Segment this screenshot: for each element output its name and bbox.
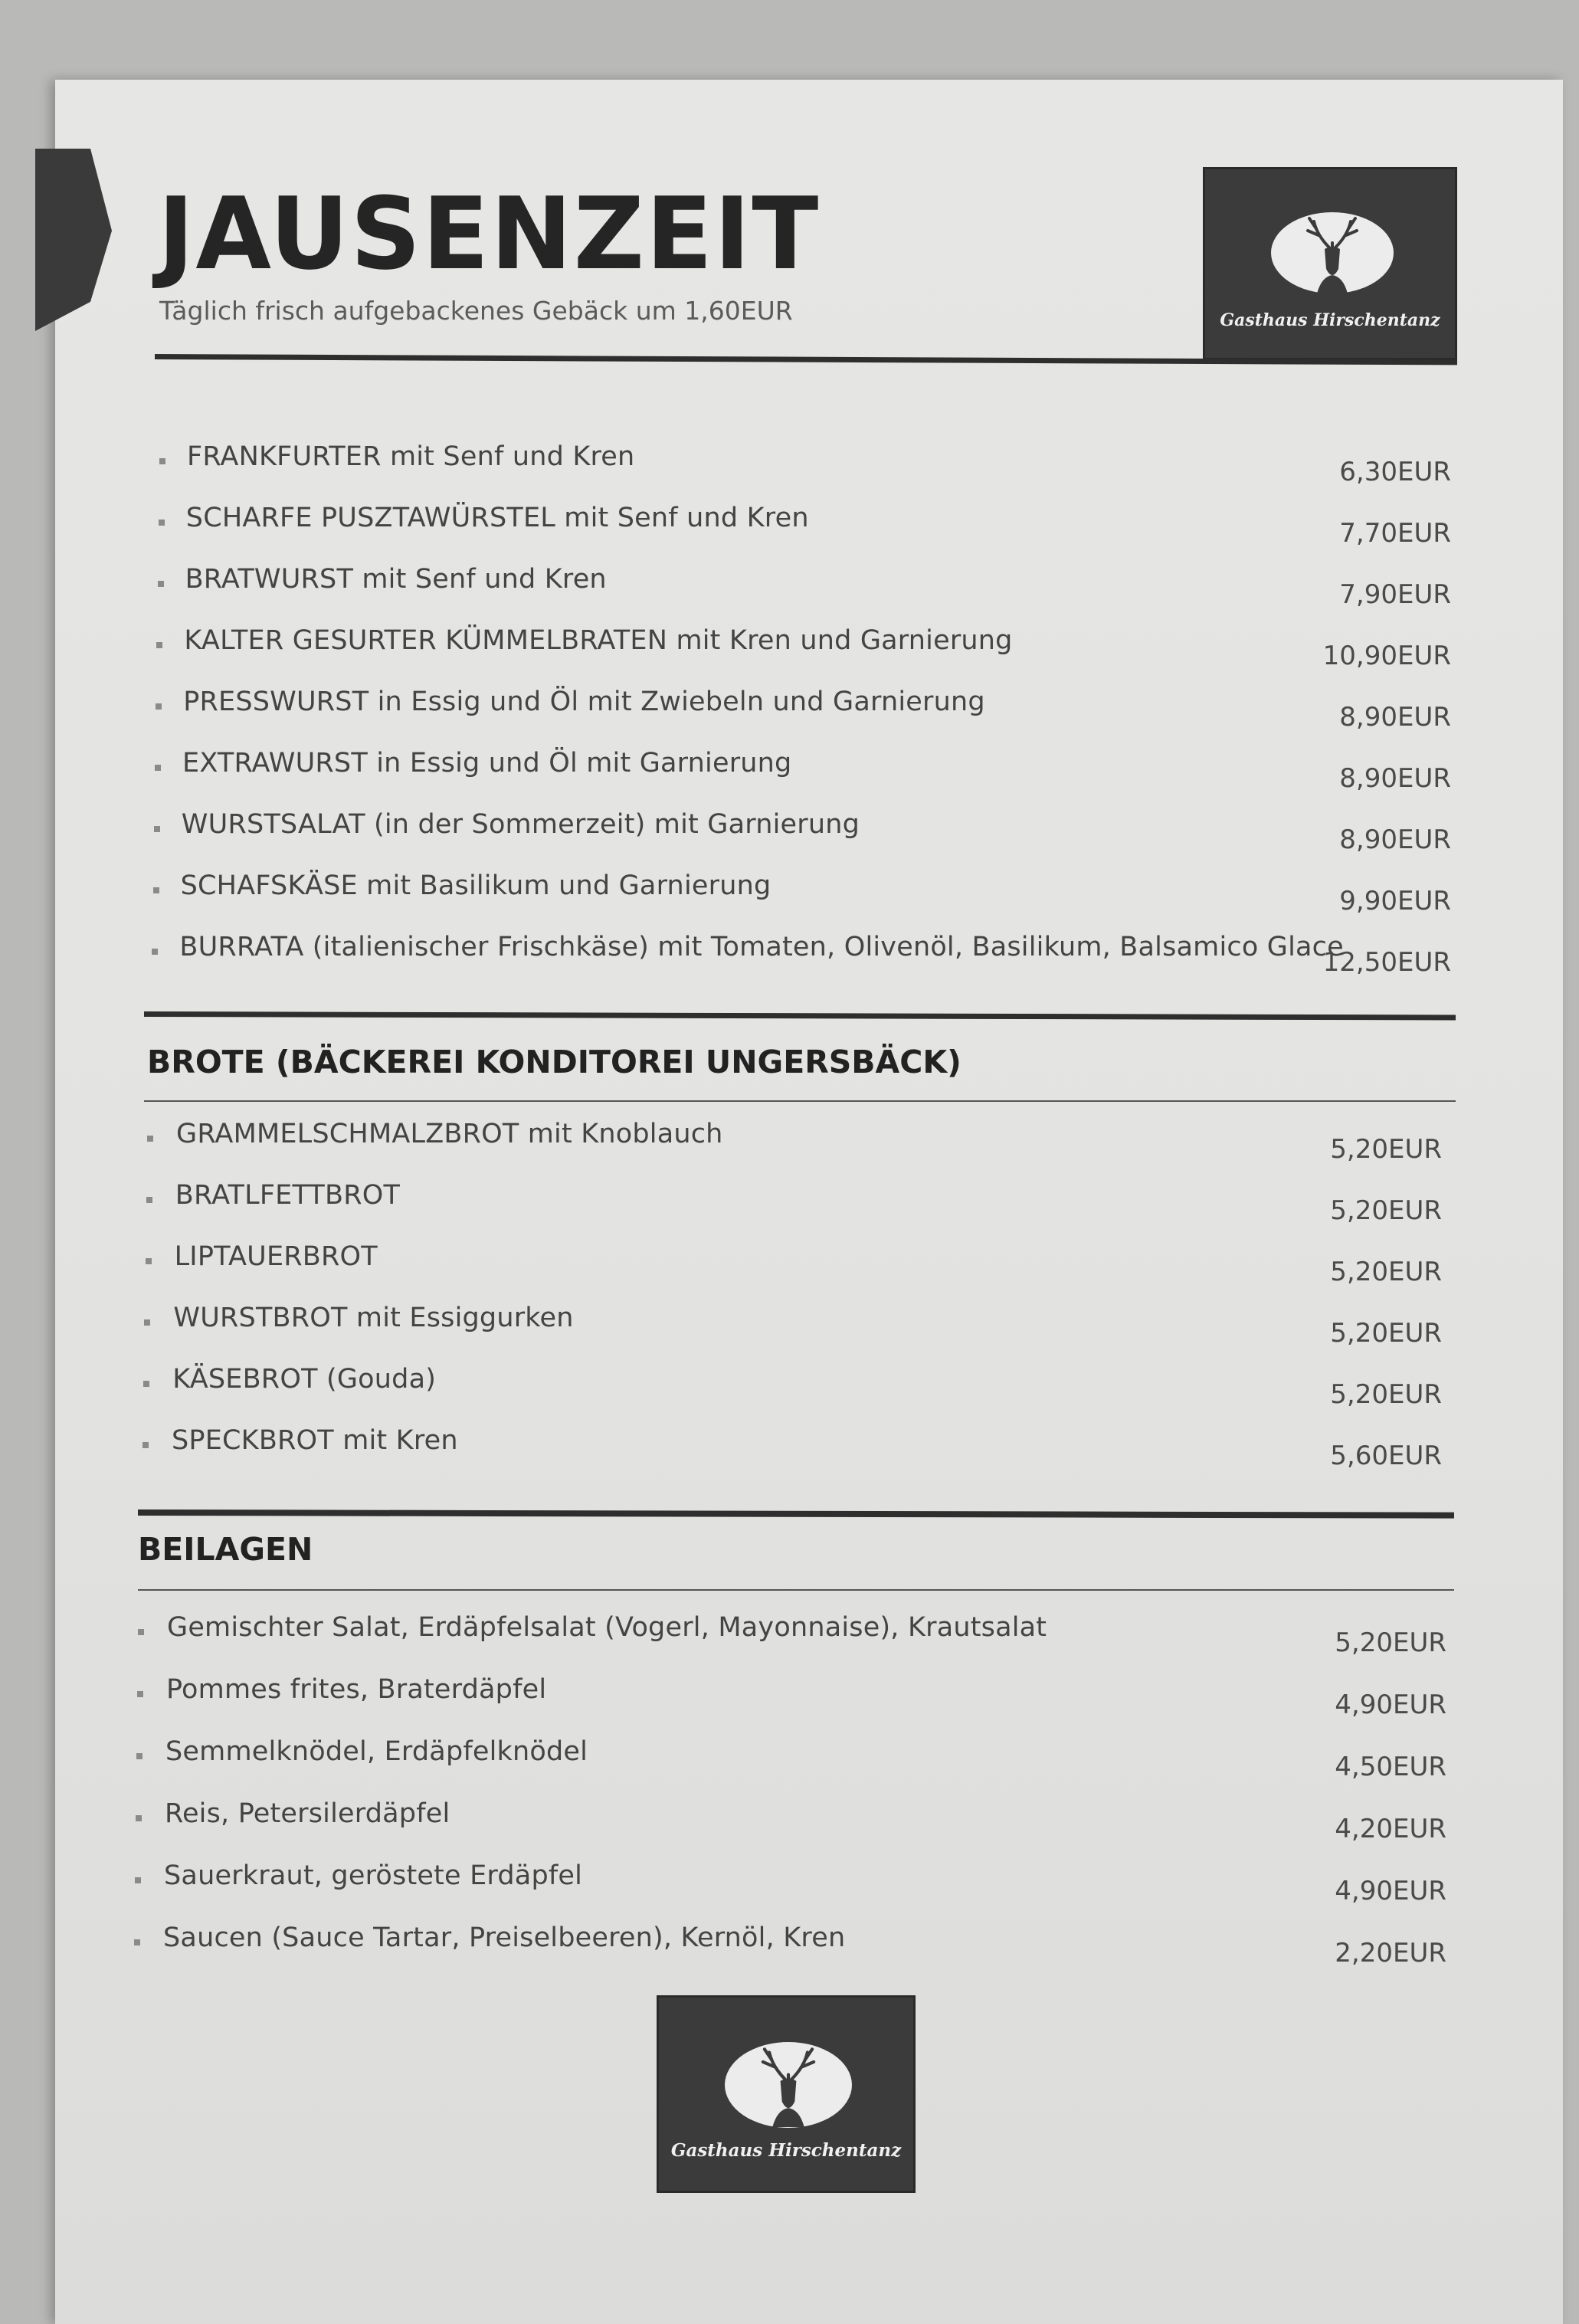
menu-item-name: WURSTSALAT (in der Sommerzeit) mit Garnierung	[181, 809, 860, 840]
page-title: JAUSENZEIT	[158, 175, 821, 292]
menu-item-name: BRATWURST mit Senf und Kren	[185, 564, 607, 595]
menu-item-price: 8,90EUR	[1339, 824, 1451, 855]
bullet-icon	[154, 826, 160, 832]
bullet-icon	[159, 458, 165, 464]
menu-item	[0, 1612, 1579, 1658]
menu-item-name: BRATLFETTBROT	[175, 1180, 401, 1211]
bullet-icon	[138, 1629, 144, 1635]
menu-item-price: 12,50EUR	[1322, 947, 1451, 978]
menu-item-name: Gemischter Salat, Erdäpfelsalat (Vogerl, Mayonnaise), Krautsalat	[167, 1612, 1047, 1643]
menu-item-name: Sauerkraut, geröstete Erdäpfel	[164, 1860, 583, 1891]
bullet-icon	[153, 887, 159, 893]
menu-item	[0, 1798, 1579, 1844]
menu-item-name: SCHARFE PUSZTAWÜRSTEL mit Senf und Kren	[185, 503, 809, 533]
menu-item-price: 5,20EUR	[1330, 1195, 1442, 1226]
bullet-icon	[159, 520, 165, 526]
menu-item	[0, 870, 1579, 916]
menu-item-name: LIPTAUERBROT	[174, 1241, 378, 1272]
menu-item	[0, 441, 1579, 487]
menu-item-price: 10,90EUR	[1322, 641, 1451, 671]
menu-item-price: 8,90EUR	[1339, 702, 1451, 733]
bullet-icon	[158, 581, 164, 587]
bullet-icon	[155, 765, 161, 771]
menu-item	[0, 1674, 1579, 1720]
menu-item-name: Saucen (Sauce Tartar, Preiselbeeren), Kernöl, Kren	[163, 1922, 846, 1953]
menu-item	[0, 564, 1579, 610]
logo-badge	[1271, 212, 1394, 293]
menu-item-name: KALTER GESURTER KÜMMELBRATEN mit Kren und Garnierung	[184, 625, 1013, 656]
menu-item-price: 9,90EUR	[1339, 886, 1451, 916]
bullet-icon	[134, 1939, 140, 1945]
menu-item	[0, 1303, 1579, 1349]
section-title-brote: BROTE (BÄCKEREI KONDITOREI UNGERSBÄCK)	[147, 1044, 961, 1080]
bullet-icon	[144, 1319, 150, 1326]
menu-item-name: BURRATA (italienischer Frischkäse) mit Tomaten, Olivenöl, Basilikum, Balsamico Glace	[179, 932, 1344, 962]
menu-item	[0, 1425, 1579, 1471]
page-subtitle: Täglich frisch aufgebackenes Gebäck um 1,60EUR	[159, 296, 793, 326]
bullet-icon	[136, 1815, 142, 1821]
bullet-icon	[137, 1691, 143, 1697]
menu-item	[0, 1364, 1579, 1410]
bullet-icon	[146, 1258, 152, 1264]
logo-badge	[725, 2042, 852, 2128]
bullet-icon	[146, 1197, 152, 1203]
bullet-icon	[136, 1753, 143, 1759]
menu-item-name: KÄSEBROT (Gouda)	[172, 1364, 437, 1395]
bullet-icon	[143, 1381, 149, 1387]
logo-top	[1203, 167, 1457, 360]
menu-item	[0, 1922, 1579, 1968]
menu-item-name: PRESSWURST in Essig und Öl mit Zwiebeln und Garnierung	[183, 687, 985, 717]
stag-head-icon	[725, 2042, 852, 2128]
menu-item	[0, 932, 1579, 978]
menu-item-price: 5,20EUR	[1335, 1627, 1446, 1658]
stag-head-icon	[1271, 212, 1394, 293]
bullet-icon	[135, 1877, 141, 1883]
bullet-icon	[156, 642, 162, 648]
menu-item-price: 6,30EUR	[1339, 457, 1451, 487]
logo-text: Gasthaus Hirschentanz	[1220, 310, 1440, 330]
menu-item-name: FRANKFURTER mit Senf und Kren	[187, 441, 635, 472]
menu-item-price: 5,20EUR	[1330, 1257, 1442, 1287]
menu-item-name: SCHAFSKÄSE mit Basilikum und Garnierung	[180, 870, 771, 901]
logo-bottom	[657, 1995, 916, 2193]
menu-item-name: SPECKBROT mit Kren	[172, 1425, 458, 1456]
menu-item	[0, 1736, 1579, 1782]
logo-text: Gasthaus Hirschentanz	[670, 2140, 902, 2161]
menu-item-name: GRAMMELSCHMALZBROT mit Knoblauch	[176, 1119, 723, 1149]
menu-item-price: 5,20EUR	[1330, 1379, 1442, 1410]
bullet-icon	[152, 949, 158, 955]
menu-item	[0, 1180, 1579, 1226]
bullet-icon	[147, 1136, 153, 1142]
menu-item-price: 4,20EUR	[1335, 1814, 1446, 1844]
menu-item	[0, 1860, 1579, 1906]
menu-item-price: 8,90EUR	[1339, 763, 1451, 794]
menu-item-name: Pommes frites, Braterdäpfel	[166, 1674, 547, 1705]
menu-item-name: Reis, Petersilerdäpfel	[165, 1798, 450, 1829]
menu-item-name: EXTRAWURST in Essig und Öl mit Garnierung	[182, 748, 792, 778]
menu-item	[0, 503, 1579, 549]
menu-item-price: 2,20EUR	[1335, 1938, 1446, 1968]
menu-item	[0, 809, 1579, 855]
menu-item-price: 4,90EUR	[1335, 1690, 1446, 1720]
menu-item	[0, 687, 1579, 733]
menu-item	[0, 1241, 1579, 1287]
menu-item-price: 4,50EUR	[1335, 1752, 1446, 1782]
menu-item-price: 5,60EUR	[1330, 1441, 1442, 1471]
brote-sub-rule	[144, 1100, 1456, 1102]
menu-item-name: Semmelknödel, Erdäpfelknödel	[165, 1736, 588, 1767]
beilagen-sub-rule	[138, 1589, 1454, 1591]
menu-item-name: WURSTBROT mit Essiggurken	[173, 1303, 574, 1333]
menu-item-price: 7,70EUR	[1339, 518, 1451, 549]
menu-item	[0, 748, 1579, 794]
menu-item-price: 4,90EUR	[1335, 1876, 1446, 1906]
bullet-icon	[156, 703, 162, 710]
section-title-beilagen: BEILAGEN	[138, 1531, 313, 1568]
menu-item-price: 5,20EUR	[1330, 1318, 1442, 1349]
menu-item	[0, 1119, 1579, 1165]
menu-item-price: 5,20EUR	[1330, 1134, 1442, 1165]
bullet-icon	[143, 1442, 149, 1448]
menu-item	[0, 625, 1579, 671]
menu-item-price: 7,90EUR	[1339, 579, 1451, 610]
